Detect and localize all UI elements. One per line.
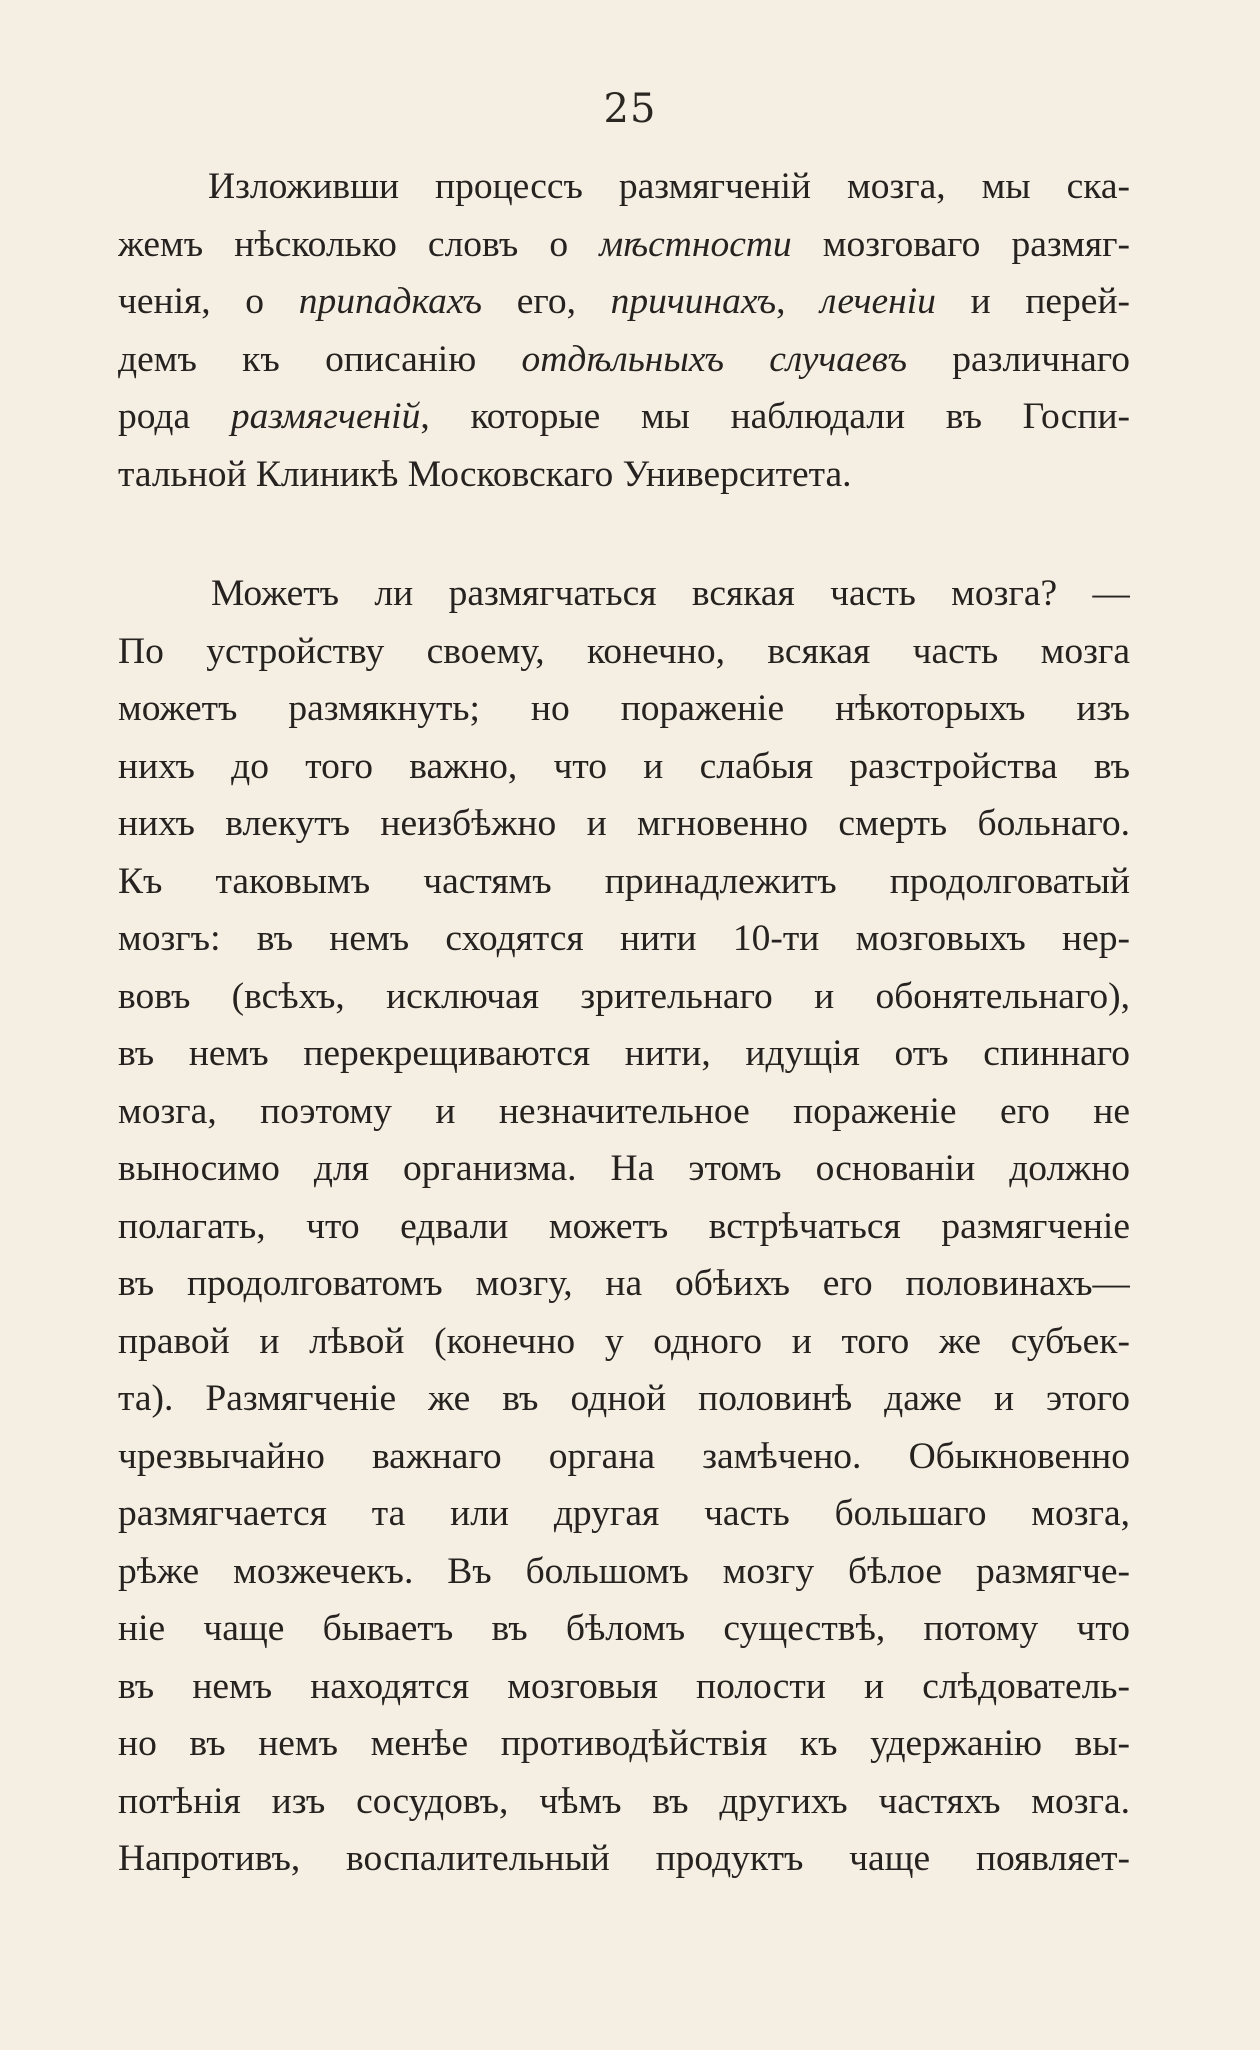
text-line: рѣже мозжечекъ. Въ большомъ мозгу бѣлое размягче- (118, 1550, 1130, 1592)
text-line: вовъ (всѣхъ, исключая зрительнаго и обонятельнаго), (118, 975, 1130, 1017)
text-line: Къ таковымъ частямъ принадлежитъ продолговатый (118, 860, 1130, 902)
text-line: та). Размягченіе же въ одной половинѣ даже и этого (118, 1378, 1130, 1419)
emphasis-term: размягченій (230, 396, 421, 437)
text-line: въ немъ находятся мозговыя полости и слѣдователь- (118, 1665, 1130, 1707)
emphasis-term: леченіи (820, 281, 936, 322)
text-line: мозгъ: въ немъ сходятся нити 10-ти мозговыхъ нер- (118, 918, 1130, 959)
text-line: въ продолговатомъ мозгу, на обѣихъ его половинахъ— (118, 1263, 1130, 1304)
text-line: потѣнія изъ сосудовъ, чѣмъ въ другихъ частяхъ мозга. (118, 1780, 1130, 1822)
text-line: демъ къ описанію отдѣльныхъ случаевъ различнаго (118, 338, 1130, 380)
text-line: нихъ до того важно, что и слабыя разстройства въ (118, 745, 1130, 787)
text-line: По устройству своему, конечно, всякая часть мозга (118, 630, 1130, 672)
emphasis-term: припадкахъ (298, 281, 483, 322)
text-line: правой и лѣвой (конечно у одного и того же субъек- (118, 1320, 1130, 1362)
page-number: 25 (603, 86, 657, 132)
emphasis-term: мѣстности (599, 223, 792, 265)
emphasis-term: причинахъ (610, 281, 777, 322)
paragraph-1 (118, 158, 1130, 503)
emphasis-term: отдѣльныхъ случаевъ (521, 338, 907, 380)
text-line: выносимо для организма. На этомъ основаніи должно (118, 1148, 1130, 1189)
text-line: чрезвычайно важнаго органа замѣчено. Обыкновенно (118, 1435, 1130, 1477)
paragraph-2 (118, 565, 1130, 1888)
text-line: Напротивъ, воспалительный продуктъ чаще появляет- (118, 1838, 1130, 1879)
text-line: Можетъ ли размягчаться всякая часть мозга? — (211, 573, 1130, 614)
text-line: рода размягченій, которые мы наблюдали въ Госпи- (118, 396, 1130, 437)
text-line: размягчается та или другая часть большаго мозга, (118, 1493, 1130, 1534)
text-line: нихъ влекутъ неизбѣжно и мгновенно смерть больнаго. (118, 803, 1130, 844)
text-line: ніе чаще бываетъ въ бѣломъ существѣ, потому что (118, 1608, 1130, 1649)
text-line: мозга, поэтому и незначительное пораженіе его не (118, 1090, 1130, 1132)
text-line: въ немъ перекрещиваются нити, идущія отъ спиннаго (118, 1033, 1130, 1074)
text-line: можетъ размякнуть; но пораженіе нѣкоторыхъ изъ (118, 688, 1130, 729)
text-line: Изложивши процессъ размягченій мозга, мы ска- (208, 166, 1130, 207)
text-line: тальной Клиникѣ Московскаго Университета. (118, 453, 852, 495)
text-line: ченія, о припадкахъ его, причинахъ, леченіи и перей- (118, 281, 1130, 322)
text-line: жемъ нѣсколько словъ о мѣстности мозговаго размяг- (118, 223, 1130, 265)
text-line: но въ немъ менѣе противодѣйствія къ удержанію вы- (118, 1723, 1130, 1764)
text-line: полагать, что едвали можетъ встрѣчаться размягченіе (118, 1205, 1130, 1247)
